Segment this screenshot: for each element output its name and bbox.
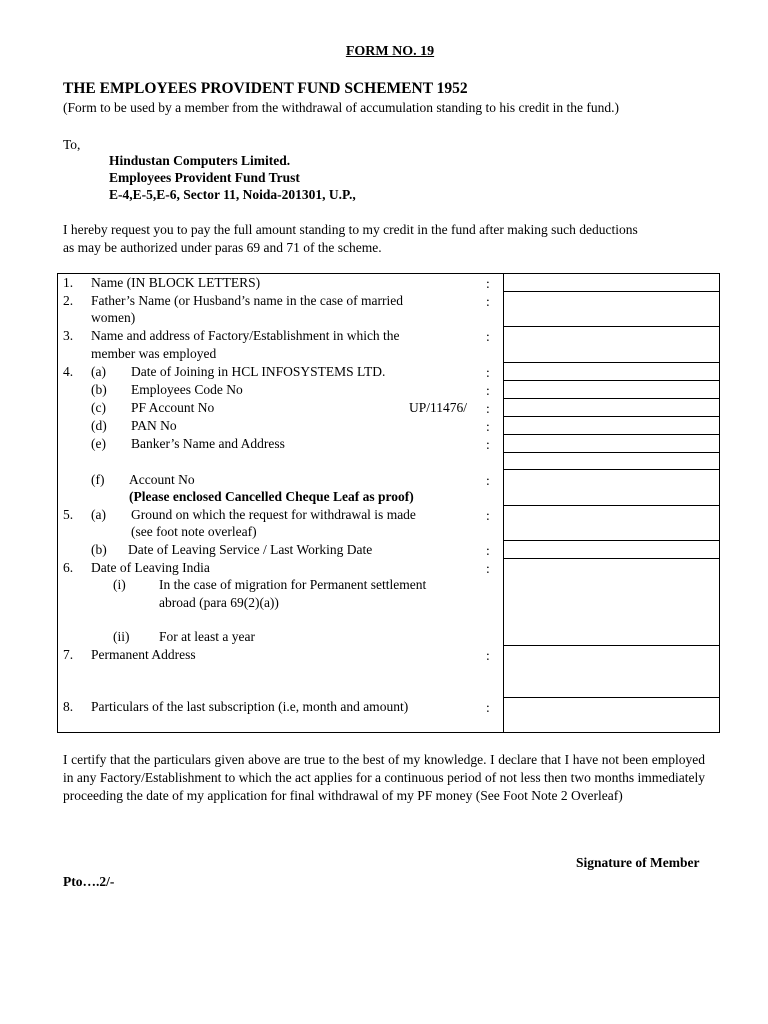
withdrawal-ground-field[interactable] xyxy=(505,507,718,539)
colon: : xyxy=(486,401,490,416)
page-continuation: Pto….2/- xyxy=(63,874,115,889)
row-number: 7. xyxy=(63,647,74,662)
establishment-field[interactable] xyxy=(505,328,718,361)
colon: : xyxy=(486,543,490,558)
father-name-field[interactable] xyxy=(505,293,718,325)
row-number: 4. xyxy=(63,364,74,379)
leaving-date-label: Date of Leaving Service / Last Working Date xyxy=(128,542,373,557)
sub-marker: (ii) xyxy=(113,629,130,644)
leaving-date-field[interactable] xyxy=(505,542,718,557)
answer-line xyxy=(503,416,720,417)
account-no-label: Account No xyxy=(129,472,195,487)
row-number: 8. xyxy=(63,699,74,714)
answer-line xyxy=(503,326,720,327)
pf-account-field[interactable] xyxy=(505,400,718,415)
permanent-address-field[interactable] xyxy=(505,647,718,696)
colon: : xyxy=(486,508,490,523)
colon: : xyxy=(486,648,490,663)
employee-code-label: Employees Code No xyxy=(131,382,243,397)
pf-account-label: PF Account No xyxy=(131,400,215,415)
request-line-2: as may be authorized under paras 69 and 71 of the scheme. xyxy=(63,240,382,255)
salutation: To, xyxy=(63,137,81,152)
name-label: Name (IN BLOCK LETTERS) xyxy=(91,275,261,290)
address-line-2: Employees Provident Fund Trust xyxy=(109,170,300,185)
pan-label: PAN No xyxy=(131,418,177,433)
father-name-label-cont: women) xyxy=(91,310,136,325)
employee-code-field[interactable] xyxy=(505,382,718,397)
permanent-address-label: Permanent Address xyxy=(91,647,196,662)
establishment-label-cont: member was employed xyxy=(91,346,217,361)
answer-line xyxy=(503,362,720,363)
leaving-india-label: Date of Leaving India xyxy=(91,560,210,575)
answer-line xyxy=(503,291,720,292)
row-number: 3. xyxy=(63,328,74,343)
sub-marker: (a) xyxy=(91,507,106,522)
sub-marker: (i) xyxy=(113,577,126,592)
sub-marker: (d) xyxy=(91,418,107,433)
colon: : xyxy=(486,561,490,576)
last-subscription-label: Particulars of the last subscription (i.e, month and amount) xyxy=(91,699,409,714)
row-number: 6. xyxy=(63,560,74,575)
answer-line xyxy=(503,540,720,541)
name-field[interactable] xyxy=(505,275,718,290)
row-number: 2. xyxy=(63,293,74,308)
certification-text: I certify that the particulars given above are true to the best of my knowledge. I declare that I have not been employed in any Factory/Establishment to which the act applies for a continuous period of not less then two months immediately proceeding the date of my application for final withdrawal of my PF money (See Foot Note 2 Overleaf) xyxy=(63,752,705,803)
colon: : xyxy=(486,276,490,291)
row-number: 5. xyxy=(63,507,74,522)
sub-marker: (e) xyxy=(91,436,106,451)
colon: : xyxy=(486,473,490,488)
sub-marker: (c) xyxy=(91,400,106,415)
colon: : xyxy=(486,383,490,398)
withdrawal-ground-label: Ground on which the request for withdrawal is made xyxy=(131,507,416,522)
establishment-label: Name and address of Factory/Establishment in which the xyxy=(91,328,400,343)
sub-marker: (b) xyxy=(91,542,107,557)
document-subtitle: (Form to be used by a member from the withdrawal of accumulation standing to his credit in the fund.) xyxy=(63,100,619,115)
last-subscription-field[interactable] xyxy=(505,699,718,731)
cheque-note: (Please enclosed Cancelled Cheque Leaf as proof) xyxy=(129,489,414,504)
migration-label: In the case of migration for Permanent settlement xyxy=(159,577,427,592)
row-number: 1. xyxy=(63,275,74,290)
sub-marker: (f) xyxy=(91,472,105,487)
colon: : xyxy=(486,365,490,380)
colon: : xyxy=(486,294,490,309)
answer-line xyxy=(503,469,720,470)
document-title: THE EMPLOYEES PROVIDENT FUND SCHEMENT 1952 xyxy=(63,80,468,97)
banker-label: Banker’s Name and Address xyxy=(131,436,285,451)
address-line-1: Hindustan Computers Limited. xyxy=(109,153,291,168)
answer-line xyxy=(503,645,720,646)
father-name-label: Father’s Name (or Husband’s name in the case of married xyxy=(91,293,404,308)
answer-line xyxy=(503,505,720,506)
date-of-joining-label: Date of Joining in HCL INFOSYSTEMS LTD. xyxy=(131,364,386,379)
sub-marker: (a) xyxy=(91,364,106,379)
migration-label-cont: abroad (para 69(2)(a)) xyxy=(159,595,279,610)
colon: : xyxy=(486,419,490,434)
leaving-india-field[interactable] xyxy=(505,560,718,644)
one-year-label: For at least a year xyxy=(159,629,255,644)
account-no-field[interactable] xyxy=(505,471,718,504)
request-line-1: I hereby request you to pay the full amount standing to my credit in the fund after making such deductions xyxy=(63,222,638,237)
pan-field[interactable] xyxy=(505,418,718,433)
answer-line xyxy=(503,697,720,698)
withdrawal-ground-label-cont: (see foot note overleaf) xyxy=(131,524,257,539)
address-line-3: E-4,E-5,E-6, Sector 11, Noida-201301, U.P., xyxy=(109,187,356,202)
colon: : xyxy=(486,700,490,715)
form-number: FORM NO. 19 xyxy=(345,44,435,59)
sub-marker: (b) xyxy=(91,382,107,397)
answer-line xyxy=(503,558,720,559)
banker-field[interactable] xyxy=(505,436,718,468)
signature-label: Signature of Member xyxy=(576,855,700,870)
colon: : xyxy=(486,437,490,452)
pf-account-prefix: UP/11476/ xyxy=(409,400,468,415)
colon: : xyxy=(486,329,490,344)
answer-line xyxy=(503,398,720,399)
answer-line xyxy=(503,380,720,381)
date-of-joining-field[interactable] xyxy=(505,364,718,379)
answer-line xyxy=(503,434,720,435)
